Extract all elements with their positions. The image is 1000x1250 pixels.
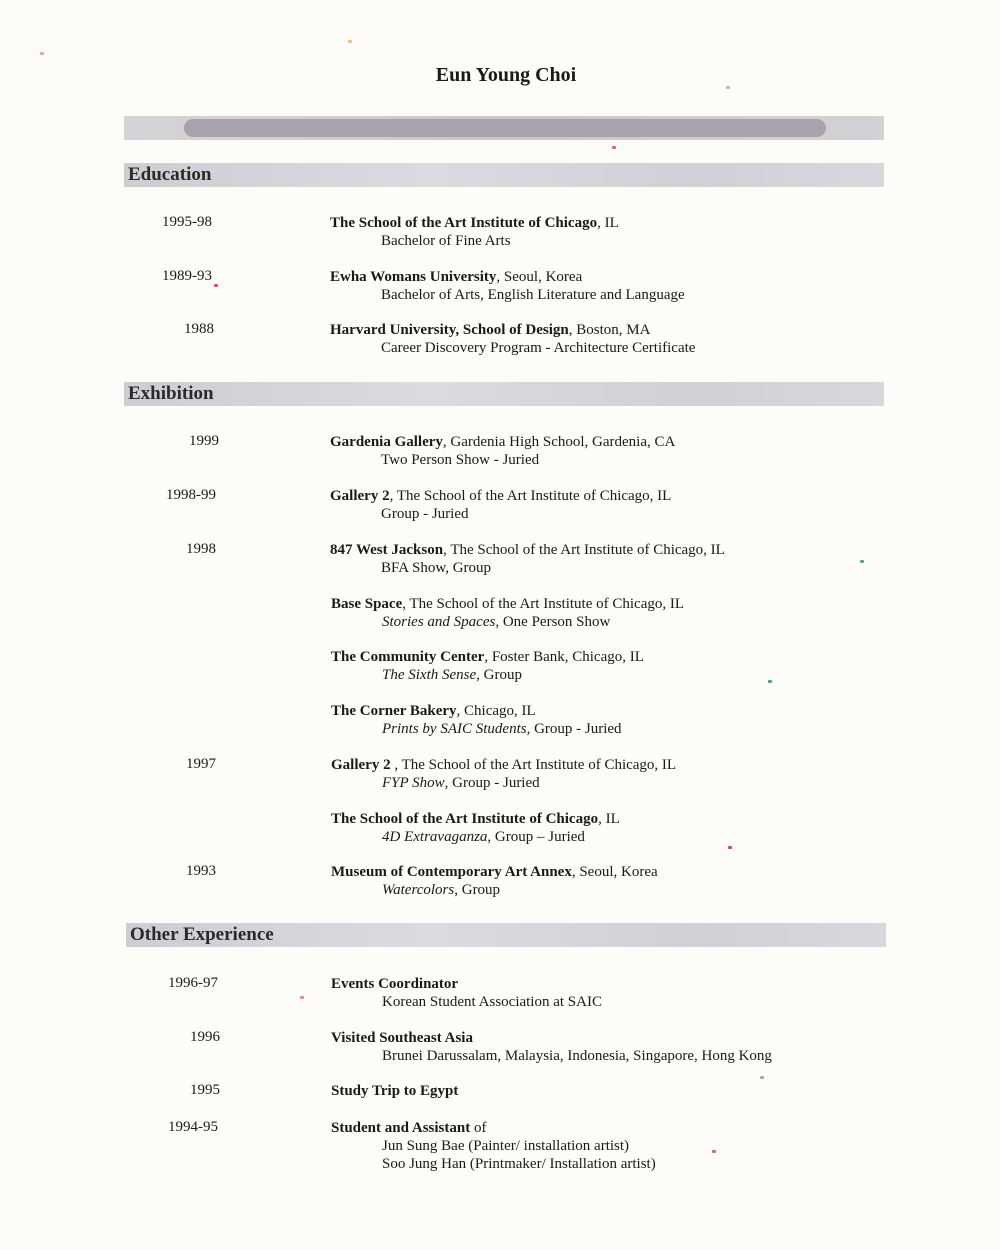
paper-speck: [860, 560, 864, 563]
paper-speck: [300, 996, 304, 999]
entry-year: 1995: [190, 1082, 220, 1098]
experience-entry: Events Coordinator Korean Student Association at SAIC: [331, 976, 602, 1010]
section-title: Exhibition: [128, 383, 214, 404]
section-title: Education: [128, 164, 212, 185]
exhibition-entry: Base Space, The School of the Art Institute of Chicago, IL Stories and Spaces, One Person Show: [331, 596, 685, 630]
exhibition-entry: Gallery 2, The School of the Art Institute of Chicago, IL Group - Juried: [330, 488, 672, 522]
entry-year: 1988: [184, 321, 214, 337]
paper-speck: [612, 146, 616, 149]
entry-year: 1996: [190, 1029, 220, 1045]
exhibition-entry: Museum of Contemporary Art Annex, Seoul, Korea Watercolors, Group: [331, 864, 658, 898]
exhibition-entry: The Community Center, Foster Bank, Chicago, IL The Sixth Sense, Group: [331, 649, 644, 683]
paper-speck: [760, 1076, 764, 1079]
redacted-address: [184, 119, 826, 137]
exhibition-entry: The School of the Art Institute of Chicago, IL 4D Extravaganza, Group – Juried: [331, 811, 620, 845]
exhibition-header: [124, 382, 884, 406]
entry-year: 1999: [189, 433, 219, 449]
address-band: [124, 116, 884, 140]
experience-entry: Student and Assistant of Jun Sung Bae (Painter/ installation artist) Soo Jung Han (Printmaker/ Installation artist): [331, 1120, 656, 1172]
exhibition-entry: Gardenia Gallery, Gardenia High School, Gardenia, CA Two Person Show - Juried: [330, 434, 676, 468]
exhibition-entry: The Corner Bakery, Chicago, IL Prints by SAIC Students, Group - Juried: [331, 703, 622, 737]
paper-speck: [768, 680, 772, 683]
entry-year: 1996-97: [168, 975, 218, 991]
entry-year: 1993: [186, 863, 216, 879]
education-entry: Harvard University, School of Design, Boston, MA Career Discovery Program - Architecture Certificate: [330, 322, 696, 356]
education-header: [124, 163, 884, 187]
exhibition-entry: Gallery 2 , The School of the Art Institute of Chicago, IL FYP Show, Group - Juried: [331, 757, 677, 791]
entry-year: 1998-99: [166, 487, 216, 503]
paper-speck: [348, 40, 352, 43]
section-title: Other Experience: [130, 924, 274, 945]
paper-speck: [712, 1150, 716, 1153]
other-experience-header: [126, 923, 886, 947]
entry-year: 1997: [186, 756, 216, 772]
entry-year: 1998: [186, 541, 216, 557]
experience-entry: Visited Southeast Asia Brunei Darussalam, Malaysia, Indonesia, Singapore, Hong Kong: [331, 1030, 772, 1064]
paper-speck: [40, 52, 44, 55]
experience-entry: Study Trip to Egypt: [331, 1083, 459, 1099]
education-entry: The School of the Art Institute of Chicago, IL Bachelor of Fine Arts: [330, 215, 619, 249]
exhibition-entry: 847 West Jackson, The School of the Art Institute of Chicago, IL BFA Show, Group: [330, 542, 725, 576]
education-entry: Ewha Womans University, Seoul, Korea Bachelor of Arts, English Literature and Language: [330, 269, 685, 303]
paper-speck: [728, 846, 732, 849]
entry-year: 1989-93: [162, 268, 212, 284]
entry-year: 1995-98: [162, 214, 212, 230]
resume-name: Eun Young Choi: [435, 64, 577, 86]
paper-speck: [214, 284, 218, 287]
entry-year: 1994-95: [168, 1119, 218, 1135]
